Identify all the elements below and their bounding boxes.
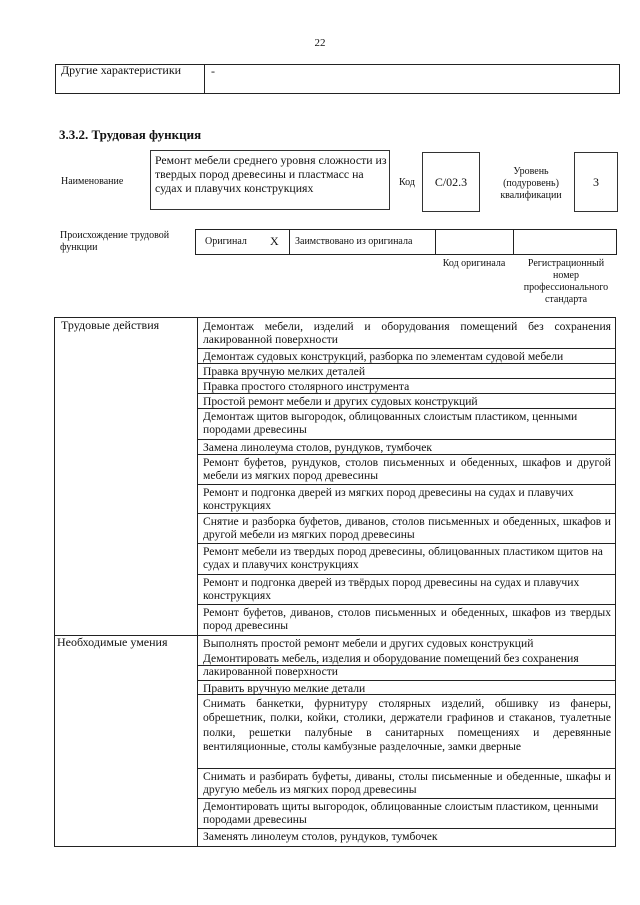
required-skill-item: Снимать и разбирать буфеты, диваны, столы письменные и обеденные, шкафы и другую мебель из мягких пород древесины: [203, 770, 611, 796]
other-characteristics-label: Другие характеристики: [61, 63, 182, 77]
origin-label: Происхождение трудовой функции: [60, 230, 170, 253]
labor-action-item: Правка вручную мелких деталей: [203, 365, 366, 378]
reg-number-label: Регистрационный номер профессионального стандарта: [523, 258, 609, 305]
code-box: [422, 152, 480, 212]
required-skill-item: Демонтировать мебель, изделия и оборудование помещений без сохранения лакированной поверхности: [203, 652, 579, 678]
function-name-box: [150, 150, 390, 210]
labor-action-item: Замена линолеума столов, рундуков, тумбочек: [203, 441, 433, 454]
required-skill-item: Выполнять простой ремонт мебели и других судовых конструкций: [203, 637, 534, 650]
code-label: Код: [399, 177, 415, 188]
labor-actions-label: Трудовые действия: [61, 318, 160, 332]
labor-action-item: Ремонт буфетов, рундуков, столов письменных и обеденных, шкафов и другой мебели из мягких пород древесины: [203, 456, 611, 482]
name-label: Наименование: [61, 176, 124, 187]
level-label: Уровень (подуровень) квалификации: [500, 166, 562, 201]
labor-action-item: Ремонт и подгонка дверей из мягких пород древесины на судах и плавучих конструкциях: [203, 486, 574, 512]
labor-action-item: Снятие и разборка буфетов, диванов, столов письменных и обеденных, шкафов и другой мебели из мягких пород древесины: [203, 515, 611, 541]
page-number: 22: [314, 37, 326, 49]
borrowed-label: Заимствовано из оригинала: [295, 236, 413, 247]
required-skill-item: Демонтировать щиты выгородок, облицованные слоистым пластиком, ценными породами древесины: [203, 800, 599, 826]
labor-action-item: Демонтаж мебели, изделий и оборудования помещений без сохранения лакированной поверхности: [203, 320, 611, 346]
required-skill-item: Заменять линолеум столов, рундуков, тумбочек: [203, 830, 438, 843]
level-value: 3: [593, 175, 599, 189]
level-box: [574, 152, 618, 212]
labor-action-item: Ремонт буфетов, диванов, столов письменных и обеденных, шкафов из твердых пород древесины: [203, 606, 611, 632]
code-value: C/02.3: [434, 175, 468, 189]
original-label: Оригинал: [205, 236, 247, 247]
labor-action-item: Демонтаж судовых конструкций, разборка по элементам судовой мебели: [203, 350, 564, 363]
labor-action-item: Демонтаж щитов выгородок, облицованных слоистым пластиком, ценными породами древесины: [203, 410, 578, 436]
code-original-label: Код оригинала: [442, 258, 506, 269]
labor-action-item: Ремонт и подгонка дверей из твёрдых пород древесины на судах и плавучих конструкциях: [203, 576, 580, 602]
function-name-value: Ремонт мебели среднего уровня сложности из твердых пород древесины и пластмасс на судах и плавучих конструкциях: [155, 153, 387, 195]
other-characteristics-value: -: [211, 64, 215, 78]
labor-action-item: Правка простого столярного инструмента: [203, 380, 410, 393]
labor-action-item: Ремонт мебели из твердых пород древесины, облицованных пластиком щитов на судах и плавучих конструкциях: [203, 545, 603, 571]
required-skills-label: Необходимые умения: [57, 635, 168, 649]
labor-action-item: Простой ремонт мебели и других судовых конструкций: [203, 395, 478, 408]
section-title: 3.3.2. Трудовая функция: [59, 127, 202, 142]
required-skill-item: Править вручную мелкие детали: [203, 682, 366, 695]
required-skill-item: Снимать банкетки, фурнитуру столярных изделий, обшивку из фанеры, обрешетник, полки, койки, столики, держатели графинов и стаканов, туалетные полки, решетки палубные в санитарных помещениях и деревянные вентиляционные, столы камбузные разделочные, замки дверные: [203, 697, 611, 754]
original-mark: X: [270, 234, 279, 248]
